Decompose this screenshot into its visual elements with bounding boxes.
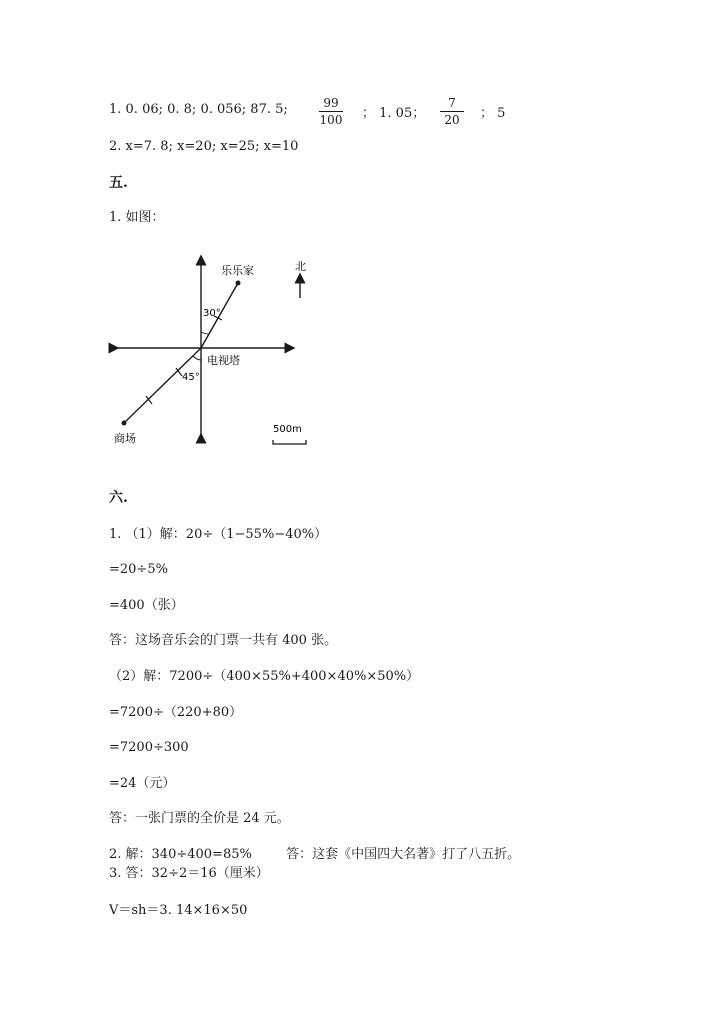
question-6-3-volume: V＝sh＝3. 14×16×50 <box>109 903 248 918</box>
solution-line-2: =20÷5% <box>109 562 168 577</box>
fraction-bar <box>440 111 464 112</box>
solution-line-9: 答：一张门票的全价是 24 元。 <box>109 811 290 826</box>
fraction-denominator: 20 <box>444 113 460 127</box>
solution-line-4: 答：这场音乐会的门票一共有 400 张。 <box>109 633 338 648</box>
label-30-degrees: 30° <box>203 308 221 319</box>
answer-1-part-c: ； 5 <box>480 106 506 121</box>
solution-line-7: =7200÷300 <box>109 740 189 755</box>
label-45-degrees: 45° <box>182 372 200 383</box>
question-6-2 <box>109 847 520 863</box>
answer-line-2: 2. x=7. 8; x=20; x=25; x=10 <box>109 139 299 154</box>
question-5-1: 1. 如图： <box>109 210 165 225</box>
label-north: 北 <box>295 260 306 273</box>
angle-arc-45 <box>193 356 201 360</box>
question-6-2-answer: 答：这套《中国四大名著》打了八五折。 <box>286 847 521 862</box>
direction-diagram <box>108 252 338 452</box>
scale-bar <box>273 440 306 444</box>
label-mall: 商场 <box>114 432 136 445</box>
answer-line-1 <box>109 102 288 118</box>
question-6-2-solution: 2. 解：340÷400=85% <box>109 847 252 862</box>
solution-line-3: =400（张） <box>109 598 184 613</box>
fraction-denominator: 100 <box>319 113 343 127</box>
line-to-mall <box>124 348 201 423</box>
mall-point <box>122 421 127 426</box>
angle-arc-30 <box>201 332 209 334</box>
label-tv-tower: 电视塔 <box>207 354 240 367</box>
fraction-numerator: 99 <box>323 96 339 110</box>
fraction-7-20 <box>437 96 467 127</box>
solution-line-5: （2）解：7200÷（400×55%+400×40%×50%） <box>109 669 420 684</box>
section-5-heading: 五. <box>109 175 128 191</box>
answer-1-part-b: ； 1. 05； <box>362 106 426 121</box>
question-6-3: 3. 答：32÷2＝16（厘米） <box>109 866 269 881</box>
label-scale: 500m <box>273 424 302 435</box>
answer-1-part-a: 1. 0. 06; 0. 8; 0. 056; 87. 5; <box>109 102 288 117</box>
solution-line-1: 1. （1）解：20÷（1−55%−40%） <box>109 527 328 542</box>
fraction-99-100 <box>316 96 346 127</box>
solution-line-8: =24（元） <box>109 776 176 791</box>
fraction-bar <box>319 111 343 112</box>
fraction-numerator: 7 <box>448 96 456 110</box>
lelejia-point <box>236 281 241 286</box>
section-6-heading: 六. <box>109 490 128 506</box>
label-lelejia: 乐乐家 <box>221 264 254 277</box>
solution-line-6: =7200÷（220+80） <box>109 705 243 720</box>
